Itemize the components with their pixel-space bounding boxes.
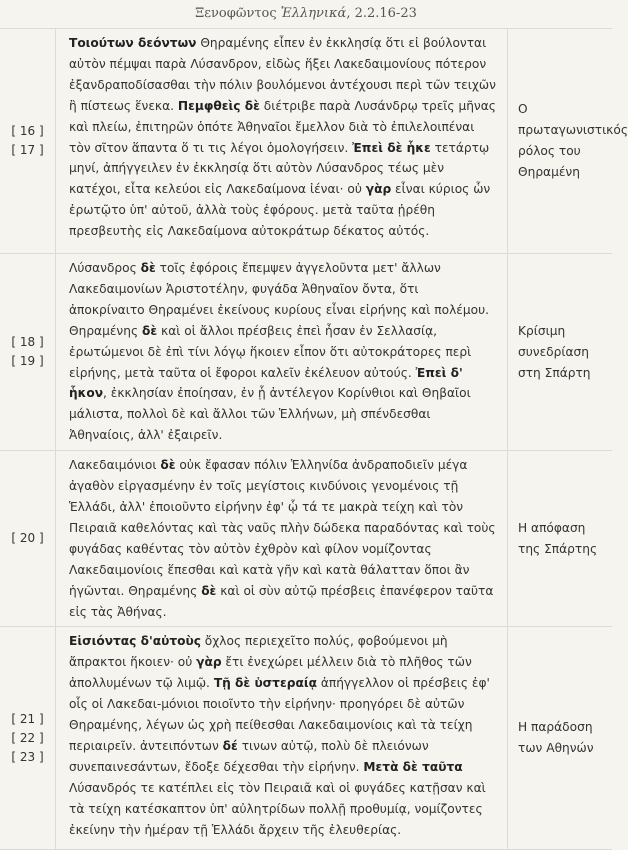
connective-keyword: Ἐπεὶ δ' ἧκον <box>69 365 463 401</box>
section-number: [ 22 ] <box>11 730 44 745</box>
text-run: τετάρτῳ μηνί, ἀπήγγειλεν ἐν ἐκκλησίᾳ ὅτι αὐτὸν Λύσανδρος τέως μὲν κατέχοι, εἶτα κελεύοι εἰς Λακεδαίμονα ἰέναι· οὐ <box>69 140 490 197</box>
section-commentary: Ο πρωταγωνιστικός ρόλος του Θηραμένη <box>508 29 613 254</box>
text-run: οὐκ ἔφασαν πόλιν Ἑλληνίδα ἀνδραποδιεῖν μέγα ἀγαθὸν εἰργασμένην ἐν τοῖς μεγίστοις κινδύνοις γενομένοις τῇ Ἑλλάδι, ἀλλ' ἐποιοῦντο εἰρήνην ἐφ' ᾧ τά τε μακρὰ τείχη καὶ τὸν Πειραιᾶ καθελόντας καὶ τὰς ναῦς πλὴν δώδεκα παραδόντας καὶ τοὺς φυγάδας καθέντας τὸν αὐτὸν ἐχθρὸν καὶ φίλον νομίζοντας Λακεδαιμονίοις ἕπεσθαι καὶ κατὰ γῆν καὶ κατὰ θάλατταν ὅποι ἂν ἡγῶνται. Θηραμένης <box>69 458 496 598</box>
passage-table <box>0 28 628 850</box>
connective-keyword: γὰρ <box>196 655 222 670</box>
greek-text <box>56 627 508 850</box>
section-number: [ 20 ] <box>11 531 44 546</box>
section-number: [ 21 ] <box>11 711 44 726</box>
connective-keyword: Τῇ δὲ ὑστεραίᾳ <box>213 676 317 691</box>
section-numbers <box>0 451 56 627</box>
section-commentary: Η απόφαση της Σπάρτης <box>508 451 613 627</box>
section-number: [ 23 ] <box>11 749 44 764</box>
connective-keyword: δὲ <box>142 323 158 338</box>
passage-row <box>0 29 612 254</box>
connective-keyword: δὲ <box>201 583 217 598</box>
section-numbers <box>0 29 56 254</box>
section-numbers <box>0 254 56 451</box>
section-commentary: Η παράδοση των Αθηνών <box>508 627 613 850</box>
section-commentary: Κρίσιμη συνεδρίαση στη Σπάρτη <box>508 254 613 451</box>
section-numbers <box>0 627 56 850</box>
greek-text <box>56 254 508 451</box>
text-run: Λύσανδρός τε κατέπλει εἰς τὸν Πειραιᾶ καὶ οἱ φυγάδες κατῇσαν καὶ τὰ τείχη κατέσκαπτον ὑπ' αὐλητρίδων πολλῇ προθυμίᾳ, νομίζοντες ἐκείνην τὴν ἡμέραν τῇ Ἑλλάδι ἄρχειν τῆς ἐλευθερίας. <box>69 780 486 837</box>
text-run: εἶναι κύριος ὧν ἐρωτῷτο ὑπ' αὐτοῦ, ἀλλὰ τοὺς ἐφόρους. μετὰ ταῦτα ᾑρέθη πρεσβευτὴς εἰς Λακεδαίμονα αὐτοκράτωρ δέκατος αὐτός. <box>69 182 491 239</box>
text-run: ὄχλος περιεχεῖτο πολύς, φοβούμενοι μὴ ἄπρακτοι ἥκοιεν· οὐ <box>69 634 448 670</box>
connective-keyword: Πεμφθεὶς δὲ <box>177 98 260 113</box>
passage-caption <box>0 0 612 28</box>
passage-row <box>0 451 612 627</box>
section-number: [ 18 ] <box>11 335 44 350</box>
connective-keyword: Τοιούτων δεόντων <box>69 36 197 50</box>
text-run: καὶ οἱ σὺν αὐτῷ πρέσβεις ἐπανέφερον ταῦτα εἰς τὰς Ἀθήνας. <box>69 583 494 619</box>
caption-work-title: Ἑλληνικά <box>280 6 347 21</box>
connective-keyword: Μετὰ δὲ ταῦτα <box>363 759 463 774</box>
section-number: [ 17 ] <box>11 143 44 157</box>
passage-row <box>0 254 612 451</box>
connective-keyword: γὰρ <box>365 182 392 197</box>
connective-keyword: Εἰσιόντας δ'αὐτοὺς <box>69 634 201 649</box>
text-run: , ἐκκλησίαν ἐποίησαν, ἐν ᾗ ἀντέλεγον Κορίνθιοι καὶ Θηβαῖοι μάλιστα, πολλοὶ δὲ καὶ ἄλλοι τῶν Ἑλλήνων, μὴ σπένδεσθαι Ἀθηναίοις, ἀλλ' ἐξαιρεῖν. <box>69 386 471 443</box>
caption-reference: , 2.2.16-23 <box>346 6 417 21</box>
text-run: τοῖς ἐφόροις ἔπεμψεν ἀγγελοῦντα μετ' ἄλλων Λακεδαιμονίων Ἀριστοτέλην, φυγάδα Ἀθηναῖον ὄντα, ὅτι ἀποκρίναιτο Θηραμένει ἐκείνους κυρίους εἶναι εἰρήνης καὶ πολέμου. Θηραμένης <box>69 261 490 338</box>
text-run: Θηραμένης εἶπεν ἐν ἐκκλησίᾳ ὅτι εἰ βούλονται αὐτὸν πέμψαι παρὰ Λύσανδρον, εἰδὼς ἥξει Λακεδαιμονίους πότερον ἐξανδραποδίσασθαι τὴν πόλιν βουλόμενοι ἀντέχουσι περὶ τῶν τειχῶν ἢ πίστεως ἕνεκα. <box>69 36 496 113</box>
text-run: διέτριβε παρὰ Λυσάνδρῳ τρεῖς μῆνας καὶ πλείω, ἐπιτηρῶν ὁπότε Ἀθηναῖοι ἔμελλον διὰ τὸ ἐπιλελοιπέναι τὸν σῖτον ἅπαντα ὅ τι τις λέγοι ὁμολογήσειν. <box>69 98 496 155</box>
text-run: Λακεδαιμόνιοι <box>69 458 161 473</box>
caption-author: Ξενοφῶντος <box>195 6 277 21</box>
text-run: Λύσανδρος <box>69 261 141 275</box>
connective-keyword: δέ <box>222 738 238 753</box>
section-number: [ 16 ] <box>11 124 44 138</box>
connective-keyword: δὲ <box>140 261 156 275</box>
greek-text <box>56 29 508 254</box>
connective-keyword: δὲ <box>160 458 176 473</box>
text-run: ἔτι ἐνεχώρει μέλλειν διὰ τὸ πλῆθος τῶν ἀπολλυμένων τῷ λιμῷ. <box>69 655 472 691</box>
passage-row <box>0 627 612 850</box>
section-number: [ 19 ] <box>11 354 44 369</box>
greek-text <box>56 451 508 627</box>
text-run: ἀπήγγελλον οἱ πρέσβεις ἐφ' οἷς οἱ Λακεδαι-μόνιοι ποιοῖντο τὴν εἰρήνην· προηγόρει δὲ αὐτῶν Θηραμένης, λέγων ὡς χρὴ πείθεσθαι Λακεδαιμονίοις καὶ τὰ τείχη περιαιρεῖν. ἀντειπόντων <box>69 676 490 753</box>
text-run: τινων αὐτῷ, πολὺ δὲ πλειόνων συνεπαινεσάντων, ἔδοξε δέχεσθαι τὴν εἰρήνην. <box>69 738 429 774</box>
connective-keyword: Ἐπεὶ δὲ ἧκε <box>352 140 431 155</box>
text-run: καὶ οἱ ἄλλοι πρέσβεις ἐπεὶ ἦσαν ἐν Σελλασίᾳ, ἐρωτώμενοι δὲ ἐπὶ τίνι λόγῳ ἥκοιεν εἶπον ὅτι αὐτοκράτορες περὶ εἰρήνης, μετὰ ταῦτα οἱ ἔφοροι καλεῖν ἐκέλευον αὐτούς. <box>69 323 472 380</box>
